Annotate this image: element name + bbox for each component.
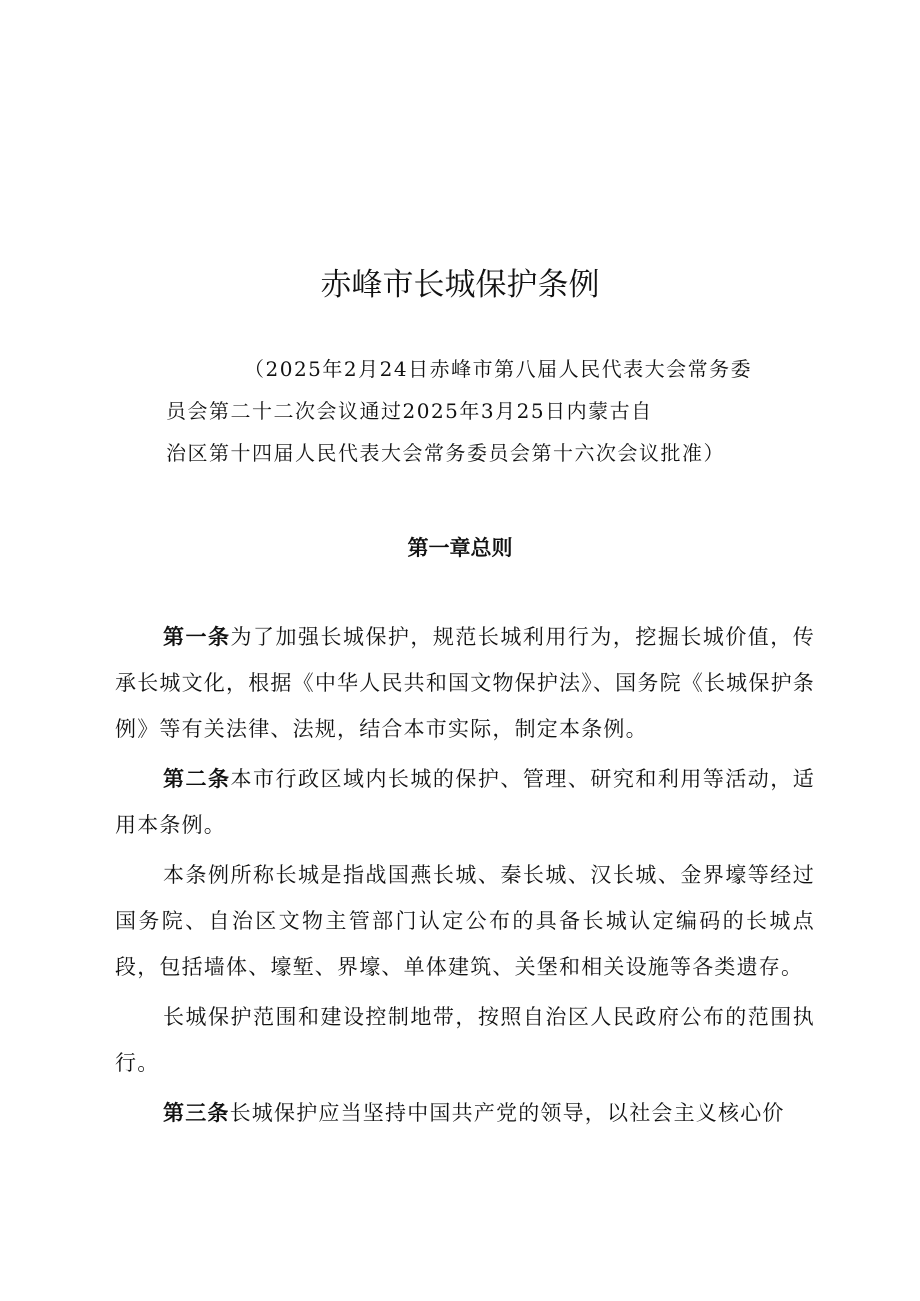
article-paragraph [115, 852, 815, 990]
article-paragraph [115, 756, 815, 848]
chapter-heading: 第一章总则 [407, 536, 513, 560]
article-paragraph [115, 994, 815, 1086]
adoption-note-line: 员会第二十二次会议通过2025年3月25日内蒙古自 [166, 399, 653, 423]
article-label: 第三条 [163, 1101, 230, 1125]
article-text: 本市行政区域内长城的保护、管理、研究和利用等活动，适用本条例。 [115, 767, 815, 837]
article-text: 长城保护范围和建设控制地带，按照自治区人民政府公布的范围执行。 [115, 1005, 815, 1075]
article-text: 长城保护应当坚持中国共产党的领导，以社会主义核心价 [229, 1101, 785, 1125]
article-text: 本条例所称长城是指战国燕长城、秦长城、汉长城、金界壕等经过国务院、自治区文物主管部门认定公布的具备长城认定编码的长城点段，包括墙体、壕堑、界壕、单体建筑、关堡和相关设施等各类遗存。 [115, 863, 815, 979]
document-title: 赤峰市长城保护条例 [320, 267, 600, 303]
article-label: 第一条 [163, 625, 231, 649]
adoption-note [166, 348, 786, 474]
adoption-note-line: （2025年2月24日赤峰市第八届人民代表大会常务委 [244, 357, 753, 381]
article-text: 为了加强长城保护，规范长城利用行为，挖掘长城价值，传承长城文化，根据《中华人民共和国文物保护法》、国务院《长城保护条例》等有关法律、法规，结合本市实际，制定本条例。 [115, 625, 815, 741]
article-paragraph [115, 1090, 815, 1136]
article-label: 第二条 [163, 767, 231, 791]
document-body [115, 614, 815, 1136]
article-paragraph [115, 614, 815, 752]
adoption-note-line: 治区第十四届人民代表大会常务委员会第十六次会议批准） [166, 441, 725, 465]
